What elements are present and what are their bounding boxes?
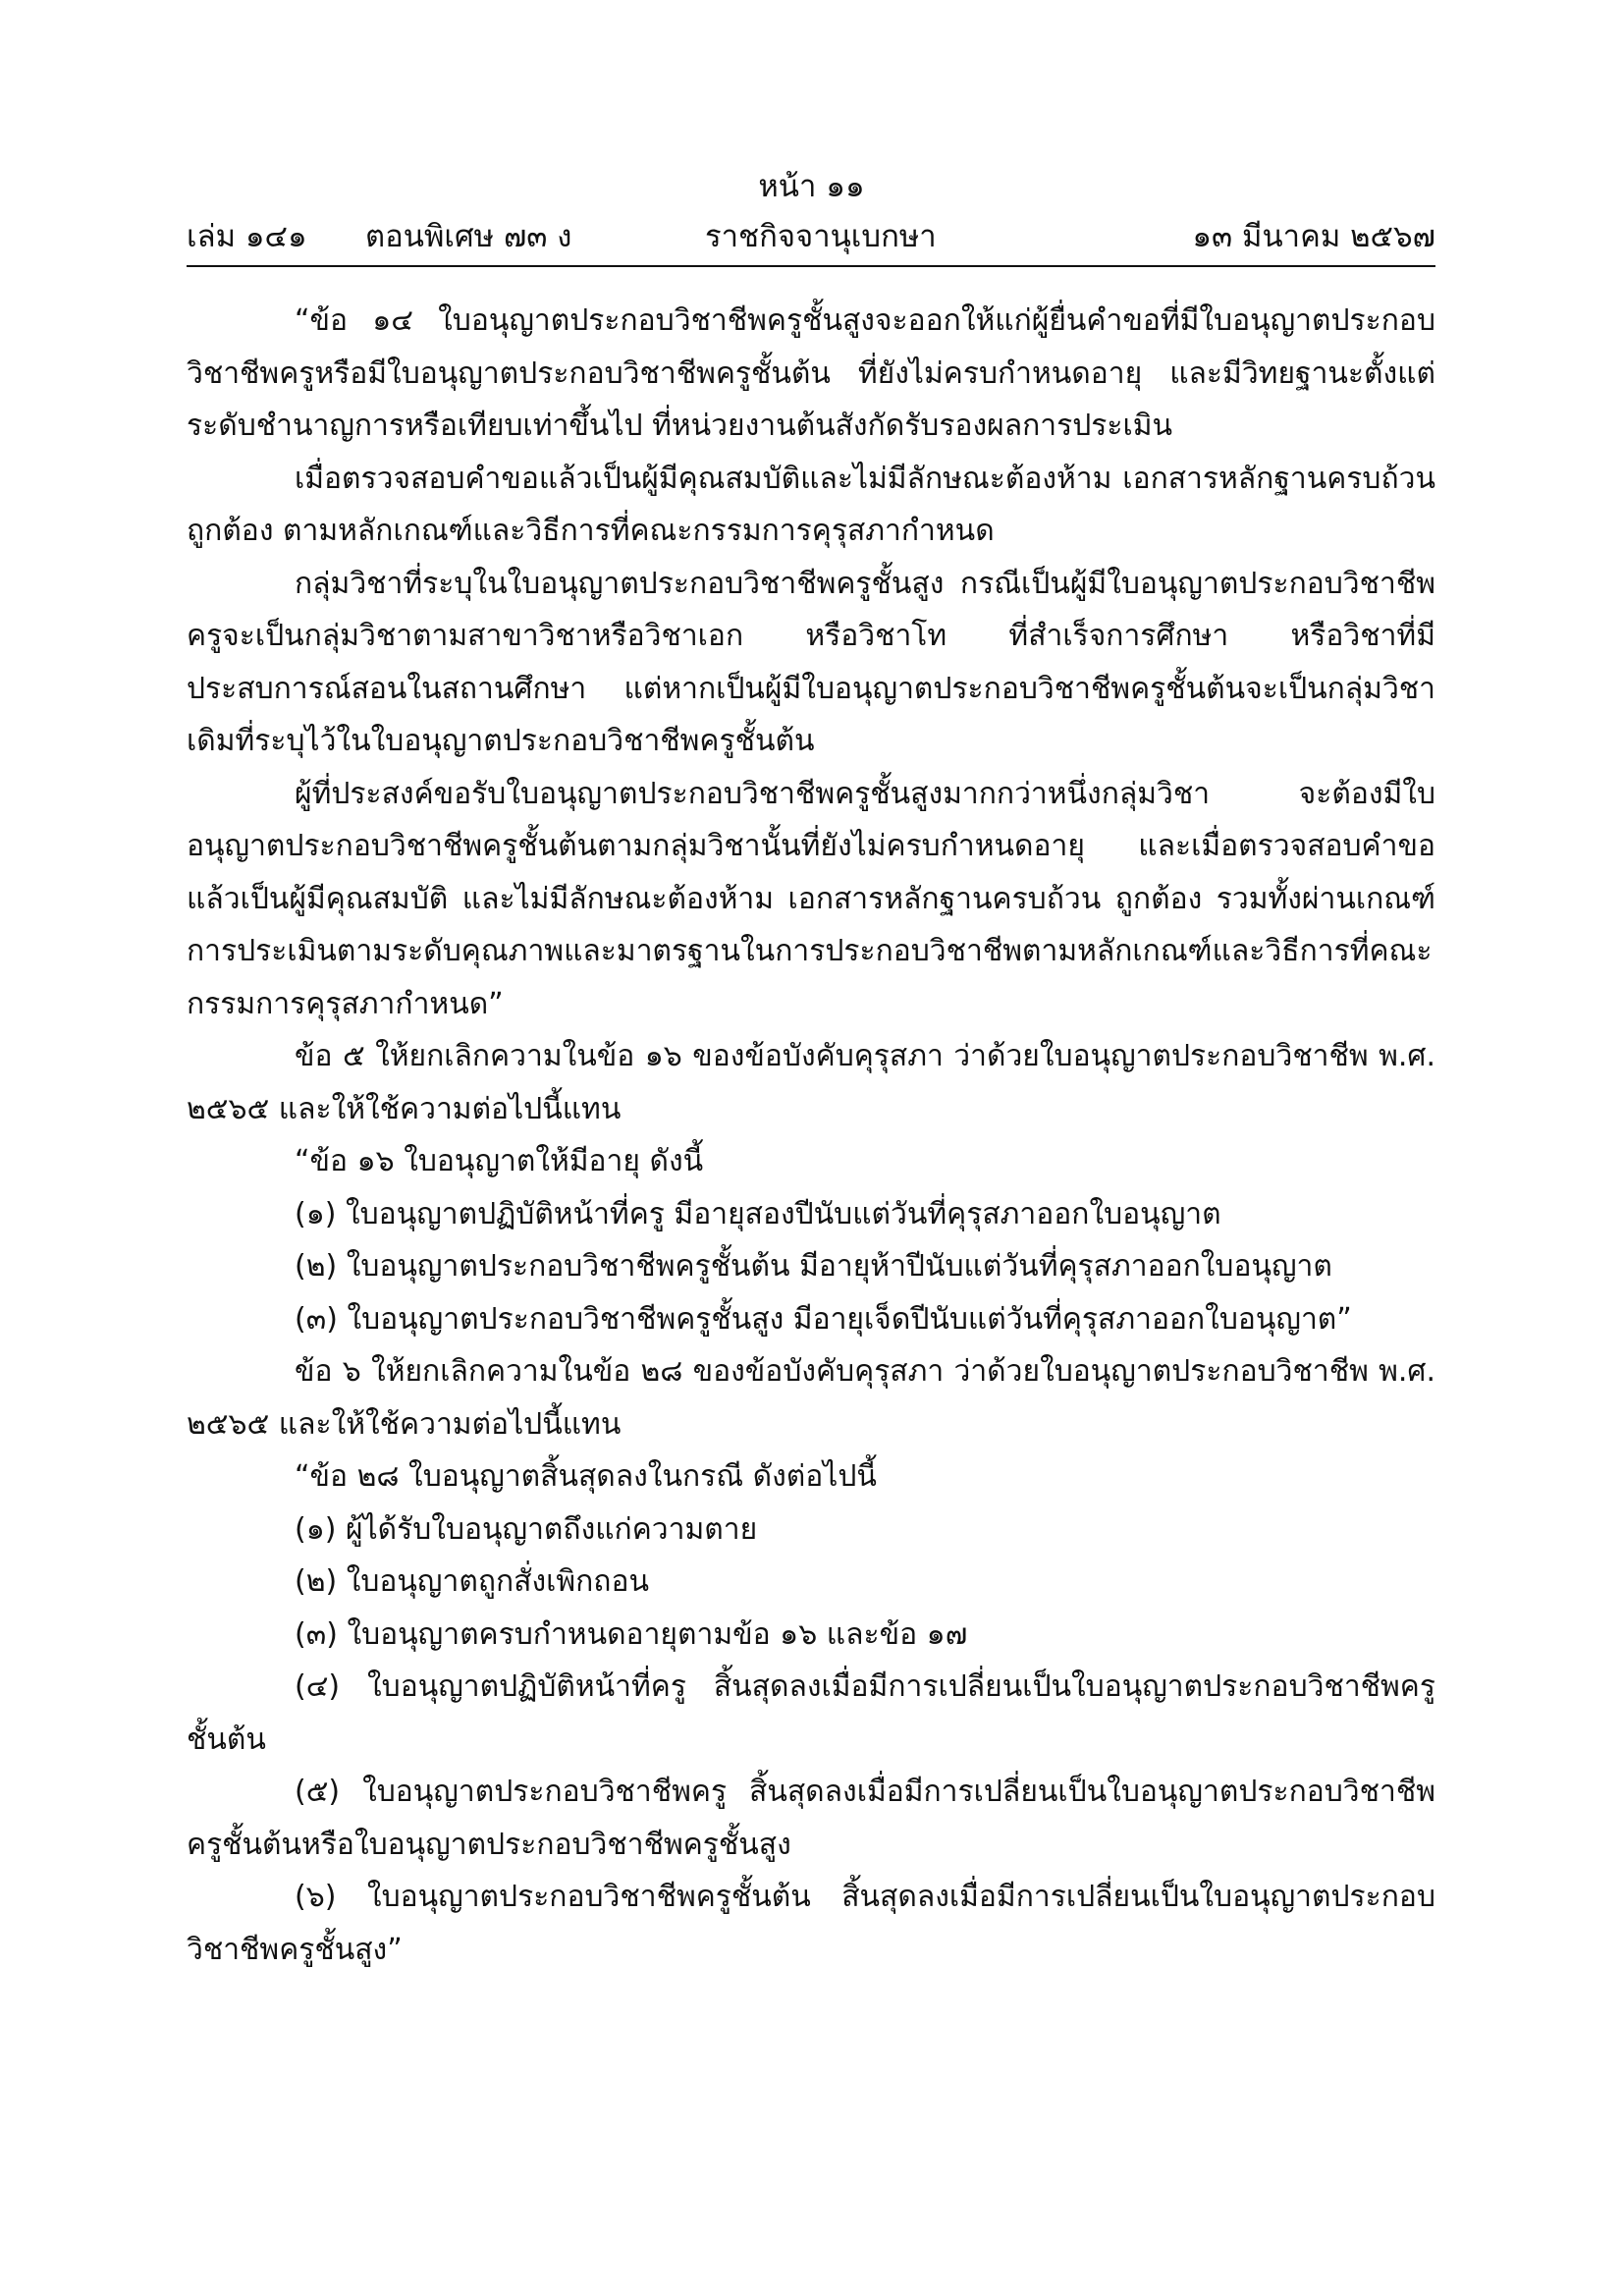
clause-16-item-2: (๒) ใบอนุญาตประกอบวิชาชีพครูชั้นต้น มีอายุห้าปีนับแต่วันที่คุรุสภาออกใบอนุญาต: [295, 1249, 1332, 1284]
clause-16-intro: “ข้อ ๑๖ ใบอนุญาตให้มีอายุ ดังนี้: [295, 1144, 704, 1178]
article-5: ข้อ ๕ ให้ยกเลิกความในข้อ ๑๖ ของข้อบังคับคุรุสภา ว่าด้วยใบอนุญาตประกอบวิชาชีพ พ.ศ. ๒๕๖๕ และให้ใช้ความต่อไปนี้แทน: [187, 1039, 1435, 1126]
gazette-title: ราชกิจจานุเบกษา: [705, 219, 937, 254]
clause-28-item-6: (๖) ใบอนุญาตประกอบวิชาชีพครูชั้นต้น สิ้นสุดลงเมื่อมีการเปลี่ยนเป็นใบอนุญาตประกอบวิชาชีพครูชั้นสูง”: [187, 1880, 1435, 1967]
clause-14-paragraph-2: เมื่อตรวจสอบคำขอแล้วเป็นผู้มีคุณสมบัติและไม่มีลักษณะต้องห้าม เอกสารหลักฐานครบถ้วนถูกต้อง ตามหลักเกณฑ์และวิธีการที่คณะกรรมการคุรุสภากำหนด: [187, 461, 1435, 548]
clause-14-paragraph-1: “ข้อ ๑๔ ใบอนุญาตประกอบวิชาชีพครูชั้นสูงจะออกให้แก่ผู้ยื่นคำขอที่มีใบอนุญาตประกอบวิชาชีพครูหรือมีใบอนุญาตประกอบวิชาชีพครูชั้นต้น ที่ยังไม่ครบกำหนดอายุ และมีวิทยฐานะตั้งแต่ระดับชำนาญการหรือเทียบเท่าขึ้นไป ที่หน่วยงานต้นสังกัดรับรองผลการประเมิน: [187, 303, 1435, 443]
article-6: ข้อ ๖ ให้ยกเลิกความในข้อ ๒๘ ของข้อบังคับคุรุสภา ว่าด้วยใบอนุญาตประกอบวิชาชีพ พ.ศ. ๒๕๖๕ และให้ใช้ความต่อไปนี้แทน: [187, 1354, 1435, 1442]
clause-14-paragraph-3: กลุ่มวิชาที่ระบุในใบอนุญาตประกอบวิชาชีพครูชั้นสูง กรณีเป็นผู้มีใบอนุญาตประกอบวิชาชีพครูจะเป็นกลุ่มวิชาตามสาขาวิชาหรือวิชาเอก หรือวิชาโท ที่สำเร็จการศึกษา หรือวิชาที่มีประสบการณ์สอนในสถานศึกษา แต่หากเป็นผู้มีใบอนุญาตประกอบวิชาชีพครูชั้นต้นจะเป็นกลุ่มวิชาเดิมที่ระบุไว้ในใบอนุญาตประกอบวิชาชีพครูชั้นต้น: [187, 566, 1435, 758]
header-divider: [187, 265, 1435, 267]
clause-28-intro: “ข้อ ๒๘ ใบอนุญาตสิ้นสุดลงในกรณี ดังต่อไปนี้: [295, 1459, 877, 1494]
clause-28-item-4: (๔) ใบอนุญาตปฏิบัติหน้าที่ครู สิ้นสุดลงเมื่อมีการเปลี่ยนเป็นใบอนุญาตประกอบวิชาชีพครูชั้นต้น: [187, 1669, 1435, 1757]
publication-date: ๑๓ มีนาคม ๒๕๖๗: [1192, 219, 1435, 254]
special-section: ตอนพิเศษ ๗๓ ง: [365, 219, 572, 254]
volume-number: เล่ม ๑๔๑: [187, 219, 307, 254]
clause-16-item-1: (๑) ใบอนุญาตปฏิบัติหน้าที่ครู มีอายุสองปีนับแต่วันที่คุรุสภาออกใบอนุญาต: [295, 1196, 1221, 1231]
clause-16-item-3: (๓) ใบอนุญาตประกอบวิชาชีพครูชั้นสูง มีอายุเจ็ดปีนับแต่วันที่คุรุสภาออกใบอนุญาต”: [295, 1301, 1352, 1337]
clause-28-item-3: (๓) ใบอนุญาตครบกำหนดอายุตามข้อ ๑๖ และข้อ ๑๗: [295, 1616, 968, 1652]
clause-28-item-5: (๕) ใบอนุญาตประกอบวิชาชีพครู สิ้นสุดลงเมื่อมีการเปลี่ยนเป็นใบอนุญาตประกอบวิชาชีพครูชั้นต้นหรือใบอนุญาตประกอบวิชาชีพครูชั้นสูง: [187, 1775, 1435, 1862]
clause-28-item-1: (๑) ผู้ได้รับใบอนุญาตถึงแก่ความตาย: [295, 1511, 758, 1547]
gazette-header: [187, 214, 1435, 259]
clause-28-item-2: (๒) ใบอนุญาตถูกสั่งเพิกถอน: [295, 1564, 649, 1599]
page-number: หน้า ๑๑: [758, 169, 865, 204]
document-body: [187, 295, 1435, 1976]
clause-14-paragraph-4: ผู้ที่ประสงค์ขอรับใบอนุญาตประกอบวิชาชีพครูชั้นสูงมากกว่าหนึ่งกลุ่มวิชา จะต้องมีใบอนุญาตประกอบวิชาชีพครูชั้นต้นตามกลุ่มวิชานั้นที่ยังไม่ครบกำหนดอายุ และเมื่อตรวจสอบคำขอแล้วเป็นผู้มีคุณสมบัติ และไม่มีลักษณะต้องห้าม เอกสารหลักฐานครบถ้วน ถูกต้อง รวมทั้งผ่านเกณฑ์การประเมินตามระดับคุณภาพและมาตรฐานในการประกอบวิชาชีพตามหลักเกณฑ์และวิธีการที่คณะกรรมการคุรุสภากำหนด”: [187, 776, 1435, 1021]
